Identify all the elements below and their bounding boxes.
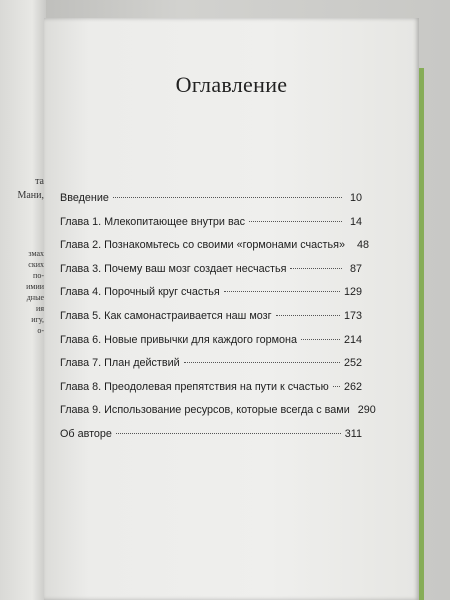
toc-entry[interactable] [60,192,362,216]
toc-entry-page: 214 [343,333,362,346]
toc-entry[interactable] [60,239,369,263]
toc-entry-title: Глава 5. Как самонастраивается наш мозг [60,309,272,322]
left-page [0,0,46,600]
toc-entry-title: Глава 2. Познакомьтесь со своими «гормонами счастья» [60,239,345,252]
toc-entry[interactable] [60,286,362,310]
toc-entry-page: 173 [343,309,362,322]
toc-entry-page: 129 [343,286,362,299]
left-page-fragment: змах ских по- имии дные ия игу, о- [26,249,44,335]
toc-entry[interactable] [60,428,362,452]
toc-entry-title: Глава 7. План действий [60,357,180,370]
toc-entry-page: 87 [349,262,362,275]
leader-dots [184,362,340,363]
toc-entry[interactable] [60,310,362,334]
toc-entry[interactable] [60,216,362,240]
leader-dots [301,339,340,340]
toc-entry[interactable] [60,263,362,287]
toc-entry-title: Глава 4. Порочный круг счастья [60,286,220,299]
toc-entry-title: Глава 3. Почему ваш мозг создает несчастья [60,262,287,275]
toc-entry-page: 48 [356,239,369,252]
toc-entry-title: Глава 8. Преодолевая препятствия на пути к счастью [60,380,329,393]
leader-dots [290,268,342,269]
toc-entry-title: Глава 1. Млекопитающее внутри вас [60,215,245,228]
leader-dots [333,386,340,387]
toc-entry-title: Глава 9. Использование ресурсов, которые всегда с вами [60,404,350,417]
toc-entry[interactable] [60,381,362,405]
leader-dots [116,433,341,434]
toc-entry-page: 311 [344,427,362,440]
toc-entry[interactable] [60,334,362,358]
toc-entry-page: 10 [349,192,362,204]
toc-list [60,192,376,452]
toc-entry-title: Глава 6. Новые привычки для каждого гормона [60,333,297,346]
page-title: Оглавление [175,72,288,97]
left-page-fragment: та [35,176,44,187]
leader-dots [249,221,342,222]
toc-entry[interactable] [60,357,362,381]
toc-entry-page: 290 [357,404,376,417]
toc-entry-title: Введение [60,192,109,204]
leader-dots [224,291,340,292]
toc-entry-page: 14 [349,215,362,228]
leader-dots [113,197,342,198]
leader-dots [276,315,340,316]
toc-entry-page: 252 [343,357,362,370]
toc-entry-page: 262 [343,380,362,393]
toc-entry-title: Об авторе [60,427,112,440]
left-page-fragment: Мани, [17,190,44,201]
toc-entry[interactable] [60,404,376,428]
contents-page [44,18,419,600]
